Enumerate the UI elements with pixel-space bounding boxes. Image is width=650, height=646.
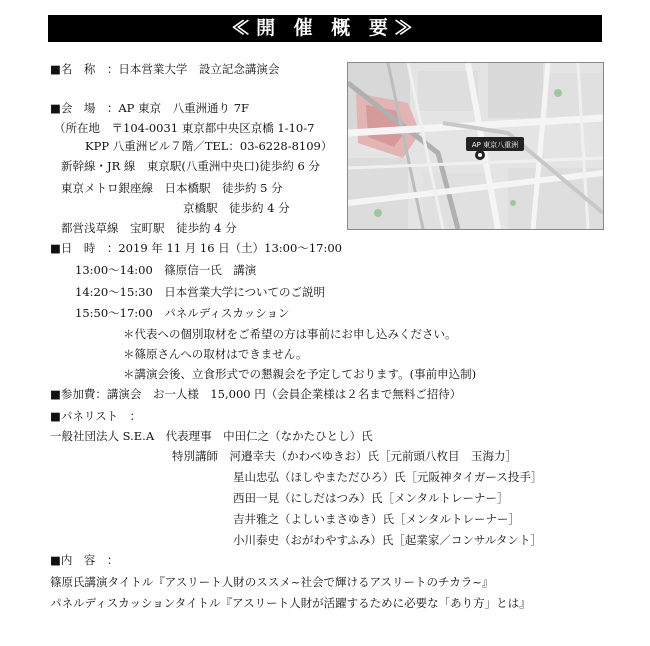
panelist-item: 星山忠弘（ほしやまただひろ）氏［元阪神タイガース投手］ — [233, 470, 543, 484]
access-metro-kyobashi: 京橋駅 徒歩約 4 分 — [183, 201, 290, 215]
event-name: ■名 称 ：日本営業大学 設立記念講演会 — [50, 62, 280, 76]
note: ＊代表への個別取材をご希望の方は事前にお申し込みください。 — [123, 327, 457, 341]
map-graphic — [348, 63, 603, 229]
schedule-item: 15:50～17:00 パネルディスカッション — [75, 306, 290, 320]
content-title-panel: パネルディスカッションタイトル『アスリート人財が活躍するために必要な「あり方」とは』 — [50, 596, 531, 610]
panelist-representative: 一般社団法人 S.E.A 代表理事 中田仁之（なかたひとし）氏 — [50, 429, 373, 443]
panelist-heading: ■パネリスト ： — [50, 409, 142, 423]
venue-address: （所在地 〒104-0031 東京都中央区京橋 1-10-7 — [54, 121, 315, 135]
panelist-item: 西田一見（にしだはつみ）氏［メンタルトレーナー］ — [233, 491, 509, 505]
content-heading: ■内 容 ： — [50, 553, 119, 567]
fee: ■参加費：講演会 お一人様 15,000 円（会員企業様は２名まで無料ご招待） — [50, 387, 462, 401]
panelist-item: 小川泰史（おがわやすふみ）氏［起業家／コンサルタント］ — [233, 533, 542, 547]
access-jr: 新幹線・JR 線 東京駅(八重洲中央口)徒歩約 6 分 — [61, 159, 321, 173]
datetime: ■日 時 ：2019 年 11 月 16 日（土）13:00～17:00 — [50, 241, 342, 255]
access-asakusa: 都営浅草線 宝町駅 徒歩約 4 分 — [61, 221, 237, 235]
note: ＊講演会後、立食形式での懇親会を予定しております。(事前申込制) — [123, 367, 477, 381]
schedule-item: 14:20～15:30 日本営業大学についてのご説明 — [75, 285, 326, 299]
panelist-item: 特別講師 河邉幸夫（かわべゆきお）氏［元前頭八枚目 玉海力］ — [172, 449, 517, 463]
access-metro-nihonbashi: 東京メトロ銀座線 日本橋駅 徒歩約 5 分 — [61, 181, 283, 195]
section-title: ≪開 催 概 要≫ — [48, 15, 602, 42]
note: ＊篠原さんへの取材はできません。 — [123, 347, 308, 361]
venue-map — [347, 62, 604, 230]
venue: ■会 場 ：AP 東京 八重洲通り 7F — [50, 101, 250, 115]
content-title-lecture: 篠原氏講演タイトル『アスリート人財のススメ~社会で輝けるアスリートのチカラ~』 — [50, 575, 494, 589]
venue-building-tel: KPP 八重洲ビル７階／TEL：03-6228-8109） — [85, 139, 333, 153]
map-marker-label: AP 東京八重洲 — [471, 141, 519, 149]
panelist-item: 吉井雅之（よしいまさゆき）氏［メンタルトレーナー］ — [233, 512, 521, 526]
schedule-item: 13:00～14:00 篠原信一氏 講演 — [75, 263, 257, 277]
